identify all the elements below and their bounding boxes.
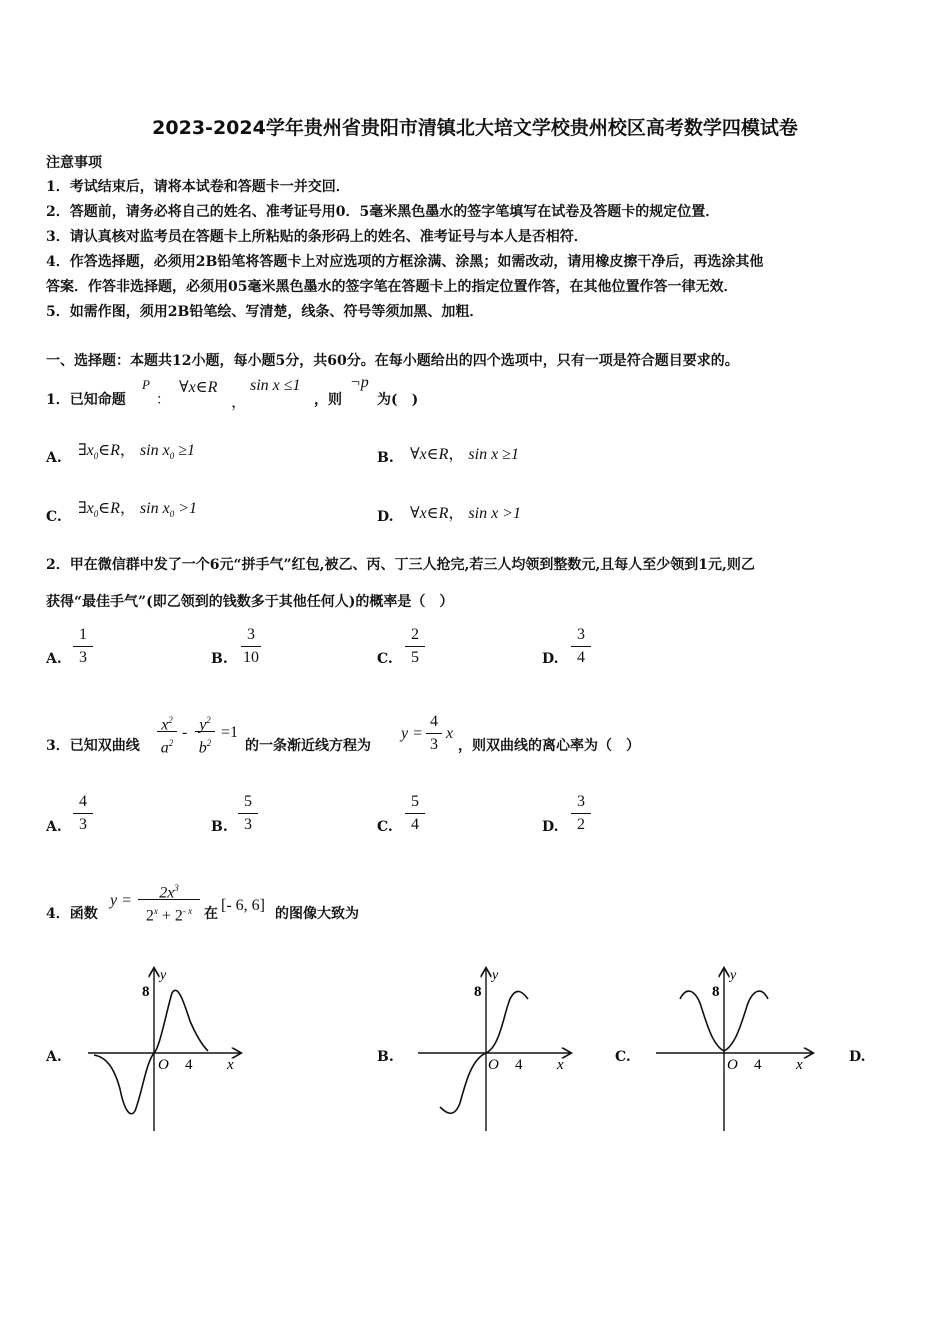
q3-option-a-fraction[interactable]: 4 3: [71, 792, 95, 835]
q3-option-b-label[interactable]: B.: [211, 819, 228, 835]
q1-forall: ∀x∈R: [179, 379, 218, 396]
x-axis-label: x: [227, 1057, 234, 1073]
q4-option-c-label[interactable]: C.: [615, 1049, 631, 1065]
q2-option-c-label[interactable]: C.: [377, 651, 393, 667]
q3-hyperbola-x-term: $x^2$ $a^2$: [155, 710, 179, 753]
q4-stem-mid: 在: [204, 906, 218, 922]
q4-function-fraction: $2x^3$ $2^x + 2^{- x}$: [136, 878, 202, 921]
function-curve: [94, 990, 208, 1113]
y-tick-label: 8: [474, 984, 482, 1000]
q3-stem-suffix: ，则双曲线的离心率为（ ）: [458, 738, 640, 754]
x-tick-label: 4: [754, 1057, 762, 1073]
notice-item: 1．考试结束后，请将本试卷和答题卡一并交回．: [46, 179, 350, 195]
q2-stem-line2: 获得“最佳手气”(即乙领到的钱数多于其他任何人)的概率是（ ）: [46, 594, 454, 610]
q3-option-d-label[interactable]: D.: [542, 819, 559, 835]
origin-label: O: [488, 1057, 499, 1073]
notice-item: 3．请认真核对监考员在答题卡上所粘贴的条形码上的姓名、准考证号与本人是否相符．: [46, 229, 588, 245]
q1-option-a-label[interactable]: A.: [46, 450, 62, 466]
q3-stem-prefix: 3．已知双曲线: [46, 738, 140, 754]
q1-option-d-label[interactable]: D.: [377, 509, 394, 525]
q1-option-d[interactable]: ∀x∈R， sin x >1: [410, 505, 521, 522]
q2-option-d-label[interactable]: D.: [542, 651, 559, 667]
q4-option-d-label[interactable]: D.: [849, 1049, 866, 1065]
q3-hyperbola-y-term: $y^2$ $b^2$: [193, 710, 217, 753]
q1-colon: ：: [156, 393, 170, 408]
q3-equals-one: =1: [221, 724, 239, 741]
origin-label: O: [158, 1057, 169, 1073]
q1-comma: ，: [231, 394, 248, 411]
y-axis-label: y: [160, 968, 167, 983]
q4-y-equals: y =: [110, 892, 132, 909]
y-tick-label: 8: [142, 984, 150, 1000]
q4-stem-suffix: 的图像大致为: [275, 906, 359, 922]
notice-item: 4．作答选择题，必须用2B铅笔将答题卡上对应选项的方框涂满、涂黑；如需改动，请用橡皮擦干净后，再选涂其他: [46, 254, 764, 270]
q3-option-c-fraction[interactable]: 5 4: [403, 792, 427, 835]
q3-option-b-fraction[interactable]: 5 3: [236, 792, 260, 835]
q4-graph-c[interactable]: [652, 963, 818, 1135]
q4-option-b-label[interactable]: B.: [377, 1049, 394, 1065]
q1-option-c[interactable]: $\exists x_0\in R$， $\sin x_0 >1$: [78, 500, 197, 520]
q1-stem: 1．已知命题: [46, 392, 126, 408]
x-axis-label: x: [796, 1057, 803, 1073]
q4-stem-prefix: 4．函数: [46, 906, 98, 922]
x-axis-label: x: [557, 1057, 564, 1073]
q2-stem-line1: 2．甲在微信群中发了一个6元“拼手气”红包,被乙、丙、丁三人抢完,若三人均领到整数元,且每人至少领到1元,则乙: [46, 557, 755, 573]
q1-sin: sin x ≤1: [250, 377, 301, 394]
q1-then: ，则: [314, 392, 342, 408]
q1-option-a[interactable]: $\exists x_0\in R$， $\sin x_0 \ge 1$: [78, 442, 195, 462]
q1-option-b-label[interactable]: B.: [377, 450, 394, 466]
q3-option-a-label[interactable]: A.: [46, 819, 62, 835]
q2-option-d-fraction[interactable]: 3 4: [569, 625, 593, 668]
q3-option-d-fraction[interactable]: 3 2: [569, 792, 593, 835]
x-tick-label: 4: [185, 1057, 193, 1073]
y-axis-label: y: [492, 968, 499, 983]
q4-interval: [- 6, 6]: [221, 897, 265, 914]
q2-option-b-fraction[interactable]: 3 10: [243, 626, 259, 666]
q1-option-c-label[interactable]: C.: [46, 509, 62, 525]
y-tick-label: 8: [712, 984, 720, 1000]
q1-p: P: [142, 377, 150, 392]
section-heading: 一、选择题：本题共12小题，每小题5分，共60分。在每小题给出的四个选项中，只有一项是符合题目要求的。: [46, 353, 739, 369]
q1-option-b[interactable]: ∀x∈R， sin x ≥1: [410, 446, 519, 463]
q3-option-c-label[interactable]: C.: [377, 819, 393, 835]
page-title: 2023-2024学年贵州省贵阳市清镇北大培文学校贵州校区高考数学四模试卷: [152, 117, 798, 139]
x-tick-label: 4: [515, 1057, 523, 1073]
q2-option-a-label[interactable]: A.: [46, 651, 62, 667]
q2-option-b-label[interactable]: B.: [211, 651, 228, 667]
notice-item: 答案．作答非选择题，必须用05毫米黑色墨水的签字笔在答题卡上的指定位置作答，在其他位置作答一律无效．: [46, 279, 738, 295]
q2-option-a-fraction[interactable]: 1 3: [71, 625, 95, 668]
q3-asymptote-slope: 4 3: [424, 712, 444, 755]
notice-heading: 注意事项: [46, 155, 102, 171]
q4-option-a-label[interactable]: A.: [46, 1049, 62, 1065]
q3-minus: -: [182, 724, 188, 741]
notice-item: 5．如需作图，须用2B铅笔绘、写清楚，线条、符号等须加黑、加粗．: [46, 304, 484, 320]
q3-asymptote-y: y =: [401, 725, 423, 742]
q1-notp: ¬p: [350, 374, 369, 391]
q3-asymptote-x: x: [446, 725, 454, 742]
origin-label: O: [727, 1057, 738, 1073]
q4-graph-a[interactable]: [84, 963, 246, 1135]
q3-stem-mid: 的一条渐近线方程为: [245, 738, 371, 754]
q1-suffix: 为( ): [377, 392, 419, 408]
y-axis-label: y: [730, 968, 737, 983]
notice-item: 2．答题前，请务必将自己的姓名、准考证号用0．5毫米黑色墨水的签字笔填写在试卷及答题卡的规定位置．: [46, 204, 720, 220]
q2-option-c-fraction[interactable]: 2 5: [403, 625, 427, 668]
q4-graph-b[interactable]: [414, 963, 576, 1135]
